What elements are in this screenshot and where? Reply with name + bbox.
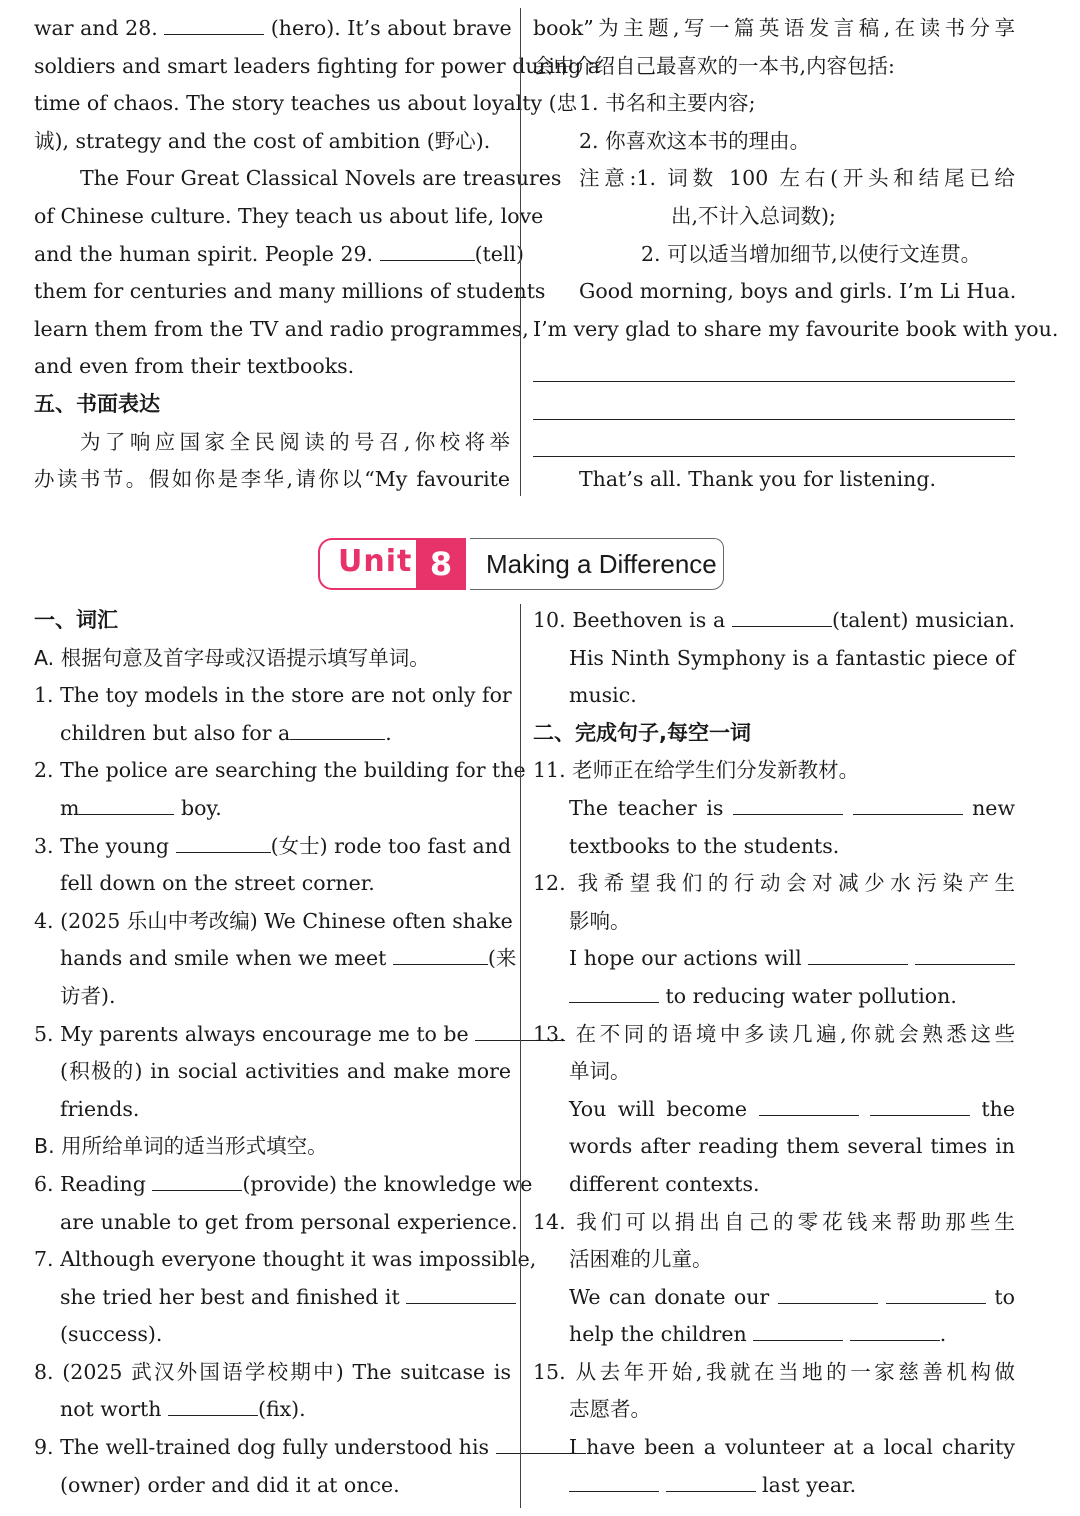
- answer-blank[interactable]: [393, 940, 488, 965]
- section-title: 二、完成句子,每空一词: [533, 720, 751, 745]
- question-line: friends.: [60, 1096, 140, 1121]
- question-line: (积极的) in social activities and make more: [60, 1059, 511, 1084]
- note-line: 2. 可以适当增加细节,以使行文连贯。: [641, 241, 982, 266]
- answer-blank[interactable]: [870, 1091, 970, 1116]
- answer-blank[interactable]: [168, 1391, 258, 1416]
- writing-line[interactable]: [533, 424, 1015, 462]
- top-left-column: [34, 10, 600, 499]
- question-line: (owner) order and did it at once.: [60, 1472, 400, 1497]
- question-line: 3. The young (女士) rode too fast and: [34, 828, 511, 866]
- part-title: A. 根据句意及首字母或汉语提示填写单词。: [34, 645, 430, 670]
- question-line: 7. Although everyone thought it was impossible,: [34, 1247, 537, 1272]
- text-line: 会中介绍自己最喜欢的一本书,内容包括:: [533, 53, 895, 78]
- question-line: 单词。: [569, 1059, 631, 1084]
- question-line: children but also for a .: [34, 715, 511, 753]
- question-line: textbooks to the students.: [569, 833, 840, 858]
- answer-blank[interactable]: [569, 978, 659, 1003]
- question-line: help the children .: [533, 1316, 1015, 1354]
- question-line: (success).: [60, 1322, 163, 1347]
- section-title: 五、书面表达: [34, 391, 160, 416]
- question-line: to reducing water pollution.: [533, 978, 1015, 1016]
- text-line: Good morning, boys and girls. I’m Li Hua.: [579, 279, 1017, 304]
- unit-word: Unit: [338, 544, 413, 579]
- answer-blank[interactable]: [759, 1091, 859, 1116]
- point-item: 1. 书名和主要内容;: [579, 91, 756, 116]
- question-line: 15. 从去年开始,我就在当地的一家慈善机构做: [533, 1359, 1015, 1384]
- question-line: 活困难的儿童。: [569, 1247, 713, 1272]
- column-divider: [520, 8, 521, 496]
- question-line: 12. 我希望我们的行动会对减少水污染产生: [533, 871, 1015, 896]
- question-line: 10. Beethoven is a (talent) musician.: [533, 602, 1015, 640]
- text-line: I’m very glad to share my favourite book with you.: [533, 316, 1059, 341]
- text-line: and even from their textbooks.: [34, 354, 355, 379]
- question-line: 14. 我们可以捐出自己的零花钱来帮助那些生: [533, 1209, 1015, 1234]
- answer-blank[interactable]: [380, 236, 475, 261]
- answer-blank[interactable]: [79, 790, 174, 815]
- question-line: words after reading them several times in: [569, 1134, 1015, 1159]
- question-line: 8. (2025 武汉外国语学校期中) The suitcase is: [34, 1359, 511, 1384]
- question-line: 2. The police are searching the building for the: [34, 758, 526, 783]
- text-line: The Four Great Classical Novels are treasures: [80, 166, 562, 191]
- bottom-left-column: [34, 602, 537, 1504]
- text-line: learn them from the TV and radio programmes,: [34, 316, 529, 341]
- text-line: of Chinese culture. They teach us about life, love: [34, 203, 544, 228]
- answer-blank[interactable]: [666, 1467, 756, 1492]
- answer-blank[interactable]: [152, 1166, 242, 1191]
- question-line: fell down on the street corner.: [60, 871, 375, 896]
- question-line: I have been a volunteer at a local charity: [569, 1435, 1015, 1460]
- question-line: You will become the: [533, 1091, 1015, 1129]
- answer-blank[interactable]: [164, 10, 264, 35]
- text-line: book”为主题,写一篇英语发言稿,在读书分享: [533, 16, 1015, 40]
- text-line: war and 28. (hero). It’s about brave: [34, 10, 510, 48]
- question-line: 11. 老师正在给学生们分发新教材。: [533, 758, 860, 783]
- answer-blank[interactable]: [915, 940, 1015, 965]
- answer-blank[interactable]: [290, 715, 385, 740]
- question-line: she tried her best and finished it: [34, 1279, 511, 1317]
- answer-blank[interactable]: [176, 828, 271, 853]
- point-item: 2. 你喜欢这本书的理由。: [579, 128, 811, 153]
- top-right-column: [533, 10, 1059, 499]
- text-line: and the human spirit. People 29. (tell): [34, 236, 510, 274]
- text-line: 办读书节。假如你是李华,请你以“My favourite: [34, 467, 510, 492]
- answer-blank[interactable]: [753, 1316, 843, 1341]
- question-line: 1. The toy models in the store are not only for: [34, 683, 512, 708]
- text-line: 为了响应国家全民阅读的号召,你校将举: [80, 429, 510, 454]
- question-line: not worth (fix).: [34, 1391, 511, 1429]
- question-line: 5. My parents always encourage me to be: [34, 1016, 511, 1054]
- text-line: soldiers and smart leaders fighting for power during a: [34, 53, 600, 78]
- text-line: them for centuries and many millions of students: [34, 279, 546, 304]
- answer-blank[interactable]: [808, 940, 908, 965]
- question-line: 6. Reading (provide) the knowledge we: [34, 1166, 511, 1204]
- answer-blank[interactable]: [733, 790, 843, 815]
- bottom-right-column: [533, 602, 1015, 1504]
- note-line: 出,不计入总词数);: [671, 203, 836, 228]
- question-line: I hope our actions will: [533, 940, 1015, 978]
- question-line: The teacher is new: [533, 790, 1015, 828]
- answer-blank[interactable]: [778, 1279, 878, 1304]
- question-line: 志愿者。: [569, 1397, 651, 1422]
- text-line: time of chaos. The story teaches us about loyalty (忠: [34, 91, 578, 116]
- answer-blank[interactable]: [853, 790, 963, 815]
- question-line: different contexts.: [569, 1171, 760, 1196]
- question-line: last year.: [533, 1467, 1015, 1505]
- unit-number: 8: [416, 538, 466, 590]
- writing-line[interactable]: [533, 386, 1015, 424]
- question-line: 13. 在不同的语境中多读几遍,你就会熟悉这些: [533, 1021, 1015, 1046]
- question-line: 9. The well-trained dog fully understood his: [34, 1429, 511, 1467]
- writing-line[interactable]: [533, 348, 1015, 386]
- section-title: 一、词汇: [34, 608, 118, 632]
- note-line: 注意:1. 词数 100 左右(开头和结尾已给: [579, 166, 1015, 191]
- unit-title: Making a Difference: [470, 538, 724, 590]
- text-line: 诚), strategy and the cost of ambition (野心).: [34, 128, 491, 153]
- question-line: m boy.: [34, 790, 511, 828]
- unit-banner: [318, 538, 728, 594]
- column-divider: [520, 604, 521, 1508]
- question-line: We can donate our to: [533, 1279, 1015, 1317]
- answer-blank[interactable]: [886, 1279, 986, 1304]
- answer-blank[interactable]: [732, 602, 832, 627]
- answer-blank[interactable]: [569, 1467, 659, 1492]
- question-line: hands and smile when we meet (来: [34, 940, 511, 978]
- question-line: 访者).: [60, 983, 116, 1008]
- question-line: music.: [569, 683, 637, 708]
- question-line: 4. (2025 乐山中考改编) We Chinese often shake: [34, 908, 513, 933]
- question-line: are unable to get from personal experience.: [60, 1209, 518, 1234]
- part-title: B. 用所给单词的适当形式填空。: [34, 1134, 328, 1159]
- answer-blank[interactable]: [850, 1316, 940, 1341]
- text-line: That’s all. Thank you for listening.: [579, 467, 936, 492]
- question-line: His Ninth Symphony is a fantastic piece of: [569, 645, 1015, 670]
- question-line: 影响。: [569, 908, 631, 933]
- answer-blank[interactable]: [406, 1279, 516, 1304]
